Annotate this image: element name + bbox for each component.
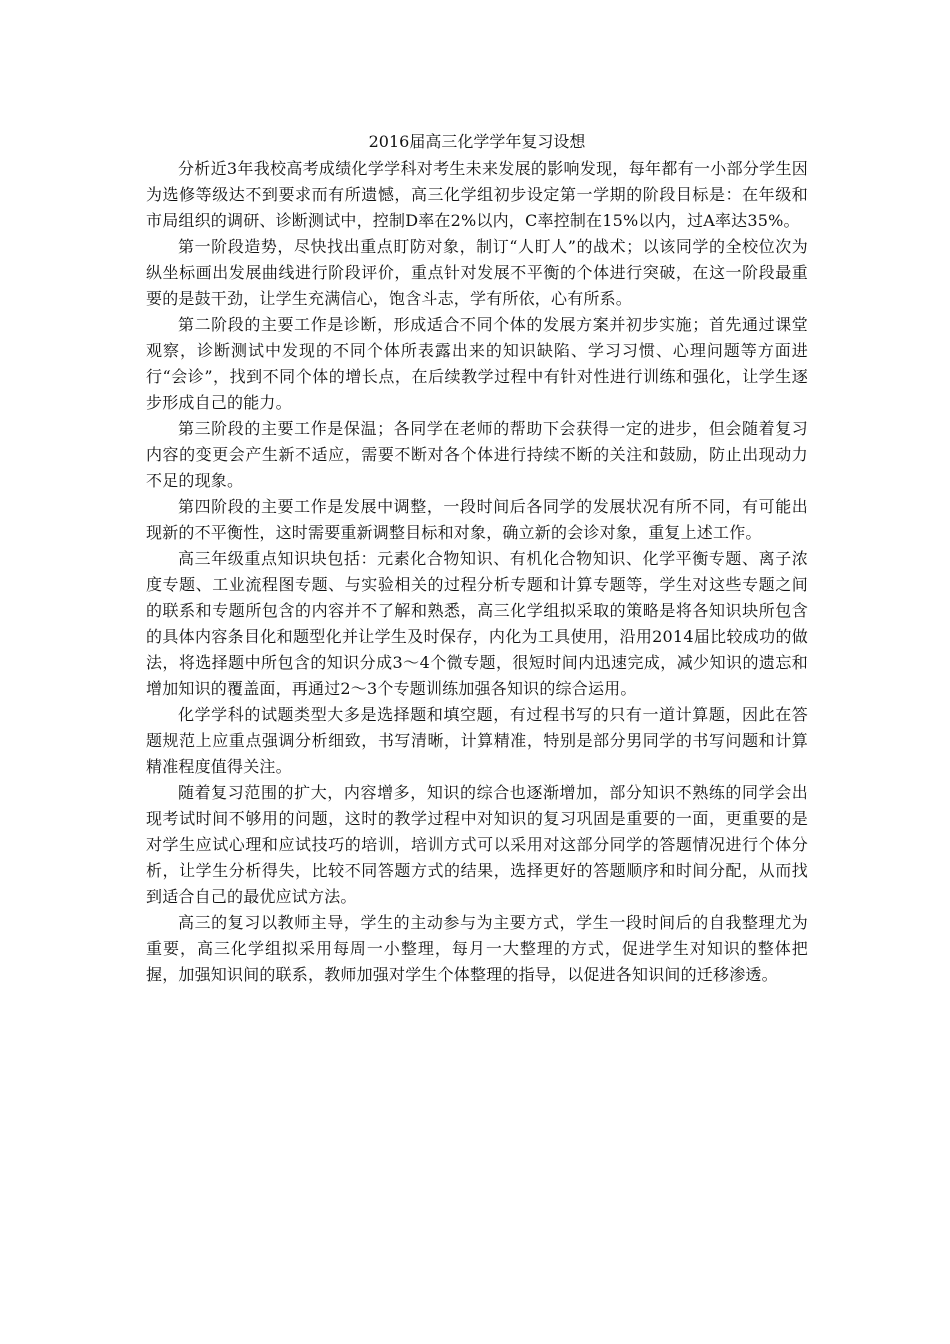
- paragraph-targets: 分析近3年我校高考成绩化学学科对考生未来发展的影响发现，每年都有一小部分学生因为选修等级达不到要求而有所遗憾，高三化学组初步设定第一学期的阶段目标是：在年级和市局组织的调研、诊断测试中，控制D率在2%以内，C率控制在15%以内，过A率达35%。: [146, 159, 808, 230]
- paragraph-key-topics: 高三年级重点知识块包括：元素化合物知识、有机化合物知识、化学平衡专题、离子浓度专题、工业流程图专题、与实验相关的过程分析专题和计算专题等，学生对这些专题之间的联系和专题所包含的内容并不了解和熟悉，高三化学组拟采取的策略是将各知识块所包含的具体内容条目化和题型化并让学生及时保存，内化为工具使用，沿用2014届比较成功的做法，将选择题中所包含的知识分成3～4个微专题，很短时间内迅速完成，减少知识的遗忘和增加知识的覆盖面，再通过2～3个专题训练加强各知识的综合运用。: [146, 549, 808, 698]
- paragraph-stage-two: 第二阶段的主要工作是诊断，形成适合不同个体的发展方案并初步实施；首先通过课堂观察，诊断测试中发现的不同个体所表露出来的知识缺陷、学习习惯、心理问题等方面进行“会诊”，找到不同个体的增长点，在后续教学过程中有针对性进行训练和强化，让学生逐步形成自己的能力。: [146, 315, 808, 412]
- paragraph-stage-three: 第三阶段的主要工作是保温；各同学在老师的帮助下会获得一定的进步，但会随着复习内容的变更会产生新不适应，需要不断对各个体进行持续不断的关注和鼓励，防止出现动力不足的现象。: [146, 419, 808, 490]
- paragraph-stage-four: 第四阶段的主要工作是发展中调整，一段时间后各同学的发展状况有所不同，有可能出现新的不平衡性，这时需要重新调整目标和对象，确立新的会诊对象，重复上述工作。: [146, 497, 808, 542]
- paragraph-exam-skills: 随着复习范围的扩大，内容增多，知识的综合也逐渐增加，部分知识不熟练的同学会出现考试时间不够用的问题，这时的教学过程中对知识的复习巩固是重要的一面，更重要的是对学生应试心理和应试技巧的培训，培训方式可以采用对这部分同学的答题情况进行个体分析，让学生分析得失，比较不同答题方式的结果，选择更好的答题顺序和时间分配，从而找到适合自己的最优应试方法。: [146, 783, 808, 906]
- document-title: 2016届高三化学学年复习设想: [368, 132, 586, 151]
- document-page: [146, 130, 808, 988]
- paragraph-question-types: 化学学科的试题类型大多是选择题和填空题，有过程书写的只有一道计算题，因此在答题规范上应重点强调分析细致，书写清晰，计算精准，特别是部分男同学的书写问题和计算精准程度值得关注。: [146, 705, 808, 776]
- paragraph-stage-one: 第一阶段造势，尽快找出重点盯防对象，制订“人盯人”的战术；以该同学的全校位次为纵坐标画出发展曲线进行阶段评价，重点针对发展不平衡的个体进行突破，在这一阶段最重要的是鼓干劲，让学生充满信心，饱含斗志，学有所依，心有所系。: [146, 237, 808, 308]
- paragraph-self-review: 高三的复习以教师主导，学生的主动参与为主要方式，学生一段时间后的自我整理尤为重要，高三化学组拟采用每周一小整理，每月一大整理的方式，促进学生对知识的整体把握，加强知识间的联系，教师加强对学生个体整理的指导，以促进各知识间的迁移渗透。: [146, 913, 808, 984]
